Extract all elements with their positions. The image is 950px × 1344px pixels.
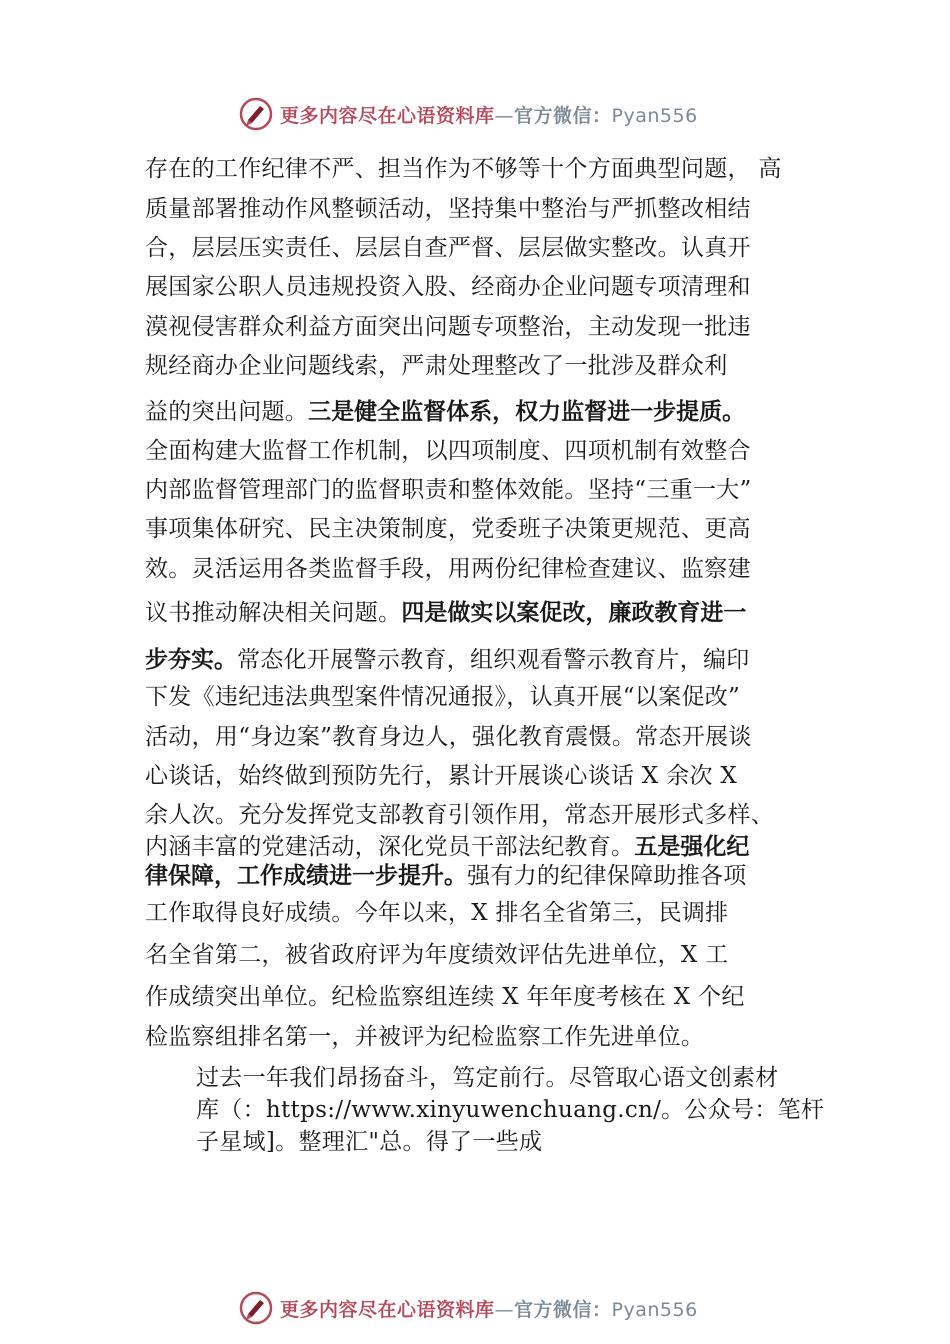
banner-text: 更多内容尽在心语资料库—官方微信：Pyan556: [280, 104, 698, 127]
bold-heading: 步夯实。: [145, 647, 237, 673]
watermark-banner-top: [238, 94, 758, 134]
text-line: 作成绩突出单位。纪检监察组连续 X 年年度考核在 X 个纪: [145, 984, 745, 1010]
text-line: 活动，用“身边案”教育身边人，强化教育震慑。常态开展谈: [145, 724, 752, 750]
text-line: 合，层层压实责任、层层自查严督、层层做实整改。认真开: [145, 235, 751, 261]
text-line: 漠视侵害群众利益方面突出问题专项整治，主动发现一批违: [145, 314, 751, 340]
text-line: 展国家公职人员违规投资入股、经商办企业问题专项清理和: [145, 274, 751, 300]
bold-heading: 三是健全监督体系，权力监督进一步提质。: [308, 399, 746, 425]
watermark-banner-bottom: [238, 1288, 758, 1328]
bold-heading: 律保障，工作成绩进一步提升。: [145, 863, 467, 889]
text-line: 过去一年我们昂扬奋斗，笃定前行。尽管取心语文创素材: [196, 1065, 779, 1091]
text-line: 律保障，工作成绩进一步提升。强有力的纪律保障助推各项: [145, 863, 747, 889]
text-line: 议书推动解决相关问题。四是做实以案促改，廉政教育进一: [145, 600, 747, 626]
text-line: 内涵丰富的党建活动，深化党员干部法纪教育。五是强化纪: [145, 834, 750, 860]
text-line: 工作取得良好成绩。今年以来，X 排名全省第三，民调排: [145, 900, 729, 926]
text-line: 检监察组排名第一，并被评为纪检监察工作先进单位。: [145, 1024, 705, 1050]
text-line: 质量部署推动作风整顿活动，坚持集中整治与严抓整改相结: [145, 196, 751, 222]
text-line: 益的突出问题。三是健全监督体系，权力监督进一步提质。: [145, 399, 746, 425]
text-line: 事项集体研究、民主决策制度，党委班子决策更规范、更高: [145, 516, 751, 542]
bold-heading: 五是强化纪: [634, 834, 750, 860]
text-line: 步夯实。常态化开展警示教育，组织观看警示教育片，编印: [145, 647, 750, 673]
banner-text: 更多内容尽在心语资料库—官方微信：Pyan556: [280, 1298, 698, 1321]
text-line: 库（：https://www.xinyuwenchuang.cn/。公众号：笔杆: [196, 1097, 825, 1123]
text-line: 存在的工作纪律不严、担当作为不够等十个方面典型问题， 高: [145, 156, 782, 182]
text-line: 效。灵活运用各类监督手段，用两份纪律检查建议、监察建: [145, 556, 751, 582]
text-line: 心谈话，始终做到预防先行，累计开展谈心谈话 X 余次 X: [145, 763, 738, 789]
text-line: 余人次。充分发挥党支部教育引领作用，常态开展形式多样、: [145, 802, 775, 828]
text-line: 规经商办企业问题线索，严肃处理整改了一批涉及群众利: [145, 353, 728, 379]
text-line: 内部监督管理部门的监督职责和整体效能。坚持“三重一大”: [145, 477, 752, 503]
text-line: 名全省第二，被省政府评为年度绩效评估先进单位，X 工: [145, 942, 729, 968]
brush-logo-icon: [238, 1290, 274, 1326]
text-line: 子星域]。整理汇"总。得了一些成: [196, 1129, 543, 1155]
text-line: 全面构建大监督工作机制，以四项制度、四项机制有效整合: [145, 438, 751, 464]
bold-heading: 四是做实以案促改，廉政教育进一: [401, 600, 747, 626]
brush-logo-icon: [238, 96, 274, 132]
text-line: 下发《违纪违法典型案件情况通报》，认真开展“以案促改”: [145, 684, 741, 710]
